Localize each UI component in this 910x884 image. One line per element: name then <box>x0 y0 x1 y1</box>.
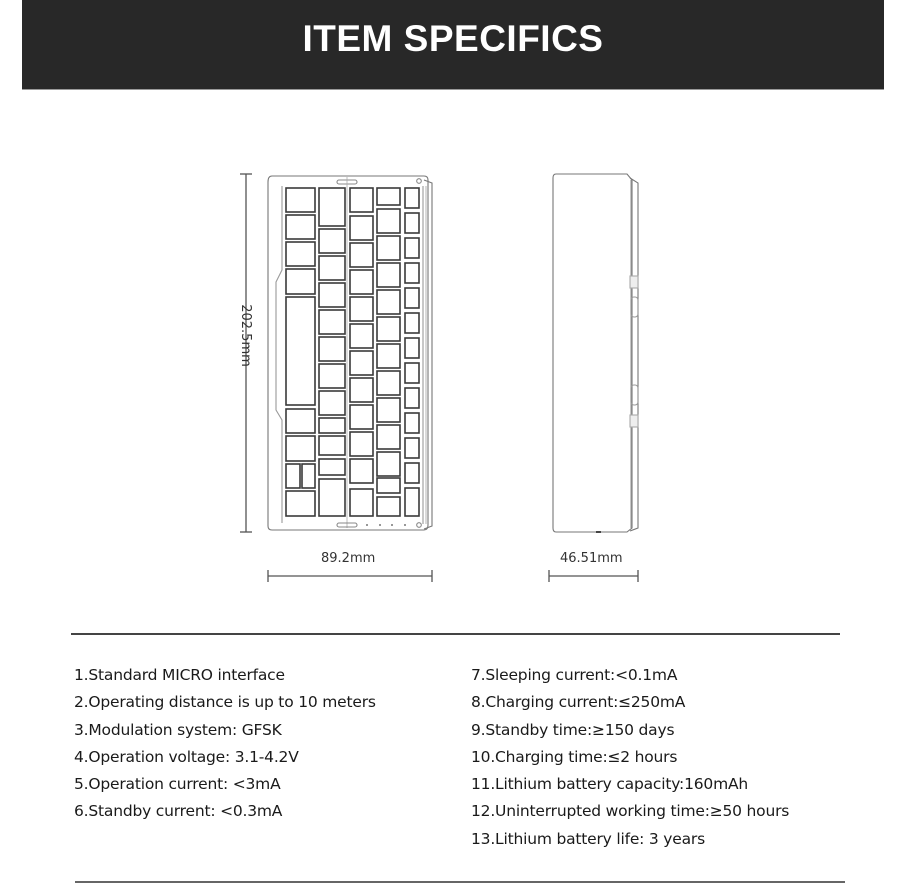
spec-item: 7.Sleeping current:<0.1mA <box>471 666 678 684</box>
bottom-divider <box>75 881 845 883</box>
bottom-indicator-dots <box>366 524 406 526</box>
spec-item: 11.Lithium battery capacity:160mAh <box>471 775 748 794</box>
spec-item: 2.Operating distance is up to 10 meters <box>74 693 376 712</box>
spec-item: 6.Standby current: <0.3mA <box>74 802 283 821</box>
depth-dimension-label: 46.51mm <box>560 551 623 566</box>
width-dimension-label: 89.2mm <box>321 551 376 566</box>
spec-item: 12.Uninterrupted working time:≥50 hours <box>471 802 790 821</box>
page-title: ITEM SPECIFICS <box>302 18 604 59</box>
depth-dimension-line <box>549 570 638 582</box>
spec-item: 9.Standby time:≥150 days <box>471 720 675 739</box>
spec-item: 13.Lithium battery life: 3 years <box>471 829 705 848</box>
keyboard-keys <box>286 188 419 516</box>
spec-item: 8.Charging current:≤250mA <box>471 693 686 712</box>
width-dimension-line <box>268 570 432 582</box>
specs-left-column <box>74 662 376 826</box>
spec-item: 10.Charging time:≤2 hours <box>471 747 678 766</box>
height-dimension-label: 202.5mm <box>237 304 253 367</box>
keyboard-side-view <box>553 174 638 532</box>
spec-item: 1.Standard MICRO interface <box>74 666 285 684</box>
spec-item: 3.Modulation system: GFSK <box>74 720 282 739</box>
spec-item: 5.Operation current: <3mA <box>74 775 281 794</box>
specs-right-column <box>471 662 789 853</box>
top-divider <box>71 633 840 635</box>
spec-item: 4.Operation voltage: 3.1-4.2V <box>74 747 299 766</box>
